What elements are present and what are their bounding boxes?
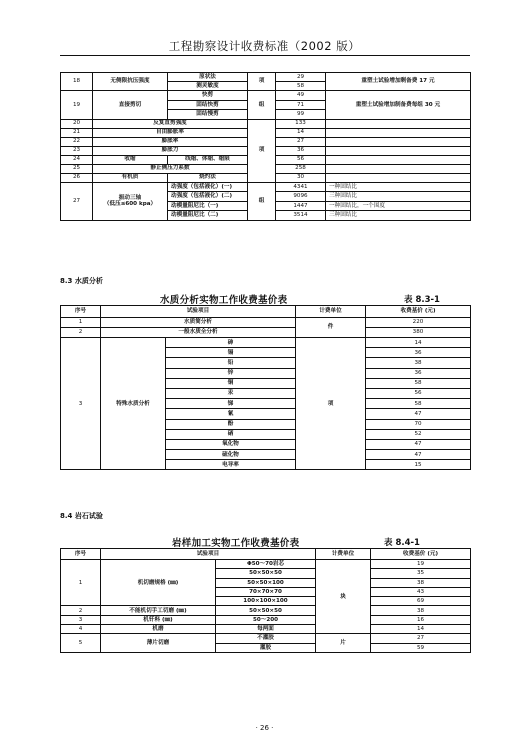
table-title: 水质分析实物工作收费基价表: [160, 295, 288, 306]
unit-cell: 项: [248, 73, 276, 91]
table-label: 表 8.3-1: [404, 295, 440, 305]
sub-item: 汞: [166, 388, 296, 398]
rock-sample-table: [60, 548, 471, 653]
price: 47: [366, 409, 471, 419]
note: 重塑土试验增加制备费每组 30 元: [326, 91, 471, 120]
sub-item: 铅: [166, 358, 296, 368]
price: 52: [366, 429, 471, 439]
price: 38: [371, 578, 471, 587]
header-rule: [60, 55, 470, 56]
sub-item: 砷: [166, 338, 296, 348]
price: 71: [276, 100, 326, 110]
sub-item: 动模量阻尼比（二): [168, 211, 248, 221]
note-empty: [326, 146, 471, 155]
unit-cell: 片: [316, 634, 371, 653]
price: 133: [276, 119, 326, 128]
sub-item: 每两面: [216, 625, 316, 634]
page-header-title: 工程勘察设计收费标准（2002 版）: [168, 39, 361, 53]
col-header-price: 收费基价 (元): [371, 549, 471, 560]
price: 14: [371, 625, 471, 634]
test-item: 膨胀力: [93, 146, 248, 155]
sub-item: 原状法: [168, 73, 248, 82]
col-header-unit: 计费单位: [316, 549, 371, 560]
row-no: 21: [61, 128, 93, 137]
sub-item: 铜: [166, 378, 296, 388]
price: 27: [276, 137, 326, 146]
price: 38: [371, 606, 471, 615]
note-empty: [326, 128, 471, 137]
price: 56: [366, 388, 471, 398]
sub-item: 氧化物: [166, 439, 296, 449]
section-heading-8-4: 8.4 岩石试验: [60, 512, 103, 520]
row-no: 25: [61, 164, 93, 173]
unit-cell: 块: [316, 560, 371, 634]
sub-item: 硒: [166, 429, 296, 439]
price: 56: [276, 155, 326, 164]
sub-item: 电导率: [166, 460, 296, 470]
unit-cell: 组: [248, 91, 276, 120]
sub-item: 镉: [166, 348, 296, 358]
price: 4341: [276, 182, 326, 192]
price: 38: [366, 358, 471, 368]
note: 三种固结比: [326, 211, 471, 221]
col-header-unit: 计费单位: [296, 306, 366, 318]
unit-cell: 项: [248, 119, 276, 182]
test-item: 有机质: [93, 173, 168, 182]
price: 16: [371, 615, 471, 624]
test-item: 水质简分析: [101, 318, 296, 328]
sub-item: 50×50×100: [216, 578, 316, 587]
price: 27: [371, 634, 471, 643]
test-item: 机磨: [101, 625, 216, 634]
price: 58: [276, 82, 326, 91]
row-no: 26: [61, 173, 93, 182]
row-no: 2: [61, 606, 101, 615]
sub-item: 动强度（包括液化）(二): [168, 192, 248, 202]
price: 3514: [276, 211, 326, 221]
test-item: 静止侧压力系数: [93, 164, 248, 173]
col-header-item: 试验项目: [101, 306, 296, 318]
price: 220: [366, 318, 471, 328]
price: 14: [276, 128, 326, 137]
row-no: 24: [61, 155, 93, 164]
note: 三种固结比: [326, 192, 471, 202]
sub-item: 锌: [166, 368, 296, 378]
note: 一种固结比: [326, 182, 471, 192]
sub-item: 锑: [166, 399, 296, 409]
price: 30: [276, 173, 326, 182]
sub-item: 固结快剪: [168, 100, 248, 110]
water-analysis-table: [60, 305, 471, 470]
test-item-line: 振动三轴: [118, 194, 142, 201]
col-header-price: 收费基价 (元): [366, 306, 471, 318]
sub-item: 烧灼法: [168, 173, 248, 182]
row-no: 5: [61, 634, 101, 653]
sub-item: 不灌胶: [216, 634, 316, 643]
price: 70: [366, 419, 471, 429]
row-no: 4: [61, 625, 101, 634]
sub-item: 测灵敏度: [168, 82, 248, 91]
price: 47: [366, 439, 471, 449]
test-item: 机切磨规格 (㎜): [101, 560, 216, 606]
soil-test-table: [60, 72, 471, 221]
price: 36: [366, 368, 471, 378]
note-empty: [326, 119, 471, 128]
sub-item: 50×50×50: [216, 569, 316, 578]
price: 59: [371, 643, 471, 652]
row-no: 23: [61, 146, 93, 155]
price: 35: [371, 569, 471, 578]
test-item: 直接剪切: [93, 91, 168, 120]
price: 99: [276, 110, 326, 120]
row-no: 3: [61, 338, 101, 470]
sub-item: 硫化物: [166, 450, 296, 460]
price: 1447: [276, 201, 326, 211]
price: 9096: [276, 192, 326, 202]
price: 36: [366, 348, 471, 358]
unit-cell: 件: [296, 318, 366, 338]
unit-cell: 项: [296, 338, 366, 470]
sub-item: 灌胶: [216, 643, 316, 652]
note-empty: [326, 155, 471, 164]
price: 49: [276, 91, 326, 101]
row-no: 20: [61, 119, 93, 128]
row-no: 18: [61, 73, 93, 91]
sub-item: 快剪: [168, 91, 248, 101]
test-item: 特殊水质分析: [101, 338, 166, 470]
test-item: 薄片切磨: [101, 634, 216, 653]
page-number: · 26 ·: [255, 724, 274, 732]
test-item: [93, 182, 168, 220]
test-item: 无侧限抗压强度: [93, 73, 168, 91]
sub-item: 氰: [166, 409, 296, 419]
sub-item: 动模量阻尼比（一): [168, 201, 248, 211]
test-item: 机钎料 (㎜): [101, 615, 216, 624]
price: 15: [366, 460, 471, 470]
table-label: 表 8.4-1: [384, 538, 420, 548]
sub-item: 70×70×70: [216, 587, 316, 596]
sub-item: 固结慢剪: [168, 110, 248, 120]
row-no: 19: [61, 91, 93, 120]
col-header-item: 试验项目: [101, 549, 316, 560]
note: 一种固结比，一个围度: [326, 201, 471, 211]
row-no: 22: [61, 137, 93, 146]
price: 19: [371, 560, 471, 569]
sub-item: Φ50～70岩芯: [216, 560, 316, 569]
col-header-no: 序号: [61, 549, 101, 560]
sub-item: 酚: [166, 419, 296, 429]
sub-item: 50～200: [216, 615, 316, 624]
row-no: 27: [61, 182, 93, 220]
price: 29: [276, 73, 326, 82]
price: 69: [371, 597, 471, 606]
price: 43: [371, 587, 471, 596]
price: 47: [366, 450, 471, 460]
sub-item: 线缩、体缩、缩限: [168, 155, 248, 164]
col-header-no: 序号: [61, 306, 101, 318]
note: 重塑土试验增加剩备费 17 元: [326, 73, 471, 91]
test-item: 反复直剪强度: [93, 119, 248, 128]
sub-item: 100×100×100: [216, 597, 316, 606]
price: 258: [276, 164, 326, 173]
price: 14: [366, 338, 471, 348]
price: 36: [276, 146, 326, 155]
row-no: 2: [61, 328, 101, 338]
table-title: 岩样加工实物工作收费基价表: [172, 538, 300, 549]
sub-item: 50×50×50: [216, 606, 316, 615]
price: 380: [366, 328, 471, 338]
test-item: 收缩: [93, 155, 168, 164]
test-item: 不能机切手工切磨 (㎜): [101, 606, 216, 615]
row-no: 3: [61, 615, 101, 624]
section-heading-8-3: 8.3 水质分析: [60, 277, 103, 285]
row-no: 1: [61, 560, 101, 606]
test-item: 一般水质全分析: [101, 328, 296, 338]
unit-cell: 组: [248, 182, 276, 220]
test-item: 膨胀率: [93, 137, 248, 146]
sub-item: 动强度（包括液化）(一): [168, 182, 248, 192]
price: 58: [366, 378, 471, 388]
row-no: 1: [61, 318, 101, 328]
test-item: 自由膨胀率: [93, 128, 248, 137]
note-empty: [326, 137, 471, 146]
note-empty: [326, 164, 471, 173]
test-item-line: （低压≤600 kpa）: [103, 201, 157, 207]
price: 58: [366, 399, 471, 409]
note-empty: [326, 173, 471, 182]
